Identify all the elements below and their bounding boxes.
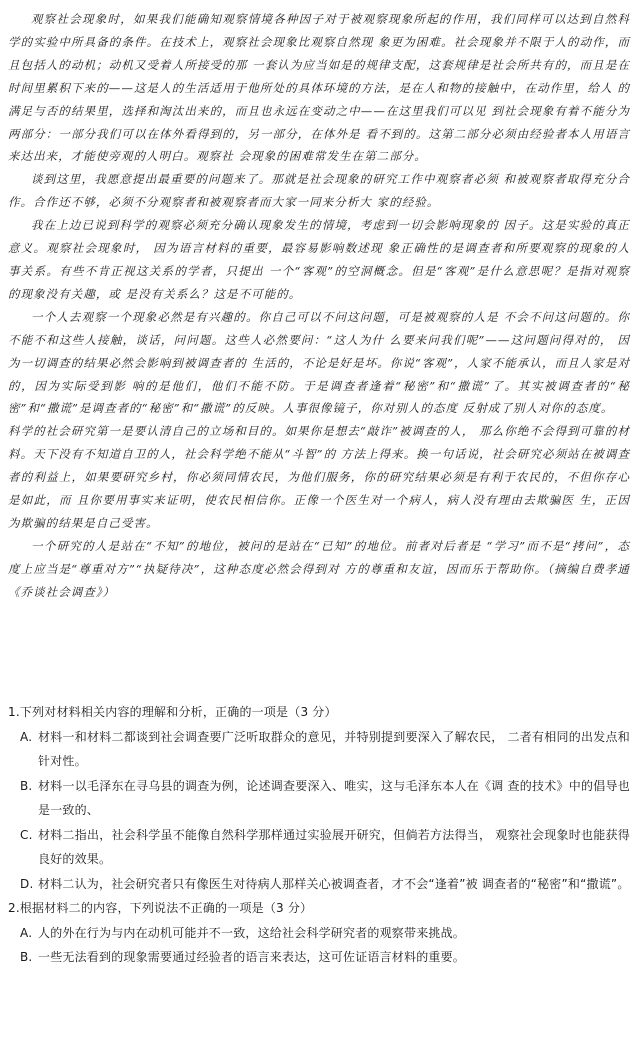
passage-paragraph-6: 一个研究的人是站在“不知”的地位，被问的是站在“已知”的地位。前者对后者是 “学习”而不是“拷问”，态度上应当是“尊重对方”“执疑待决”，这种态度必然会得到对 方的尊重和友谊，因而乐于帮助你。（摘编自费孝通《乔谈社会调查》） bbox=[8, 538, 630, 599]
question-1-option-c[interactable] bbox=[20, 823, 630, 872]
question-1-option-b[interactable] bbox=[20, 774, 630, 823]
question-1-option-a[interactable] bbox=[20, 725, 630, 774]
option-label: D. bbox=[20, 876, 34, 891]
question-2-option-b[interactable] bbox=[20, 945, 630, 970]
option-label: A. bbox=[20, 729, 33, 744]
option-text: 一些无法看到的现象需要通过经验者的语言来表达，这可佐证语言材料的重要。 bbox=[38, 950, 466, 964]
passage-paragraph-4: 一个人去观察一个现象必然是有兴趣的。你自己可以不问这问题，可是被观察的人是 不会不问这问题的。你不能不和这些人接触，谈话，问问题。这些人必然要问：“这人为什 么要来问我们呢”——这问题问得对的， 因为一切调查的结果必然会影响到被调查者的 生活的，不论是好是坏。你说“客观”，人家不能承认，而且人家是对的，因为实际受到影 响的是他们，他们不能不防。于是调查者逢着“秘密”和“撒谎”了。其实被调查者的“秘 密”和“撒谎”是调查者的“秘密”和“撒谎”的反映。人事很像镜子，你对别人的态度 反射成了别人对你的态度。 bbox=[8, 309, 630, 416]
passage-paragraph-1: 观察社会现象时，如果我们能确知观察情境各种因子对于被观察现象所起的作用，我们同样可以达到自然科学的实验中所具备的条件。在技术上，观察社会现象比观察自然现 象更为困难。社会现象并不限于人的动作，而且包括人的动机；动机又受着人所接受的那 一套认为应当如是的规律支配，这套规律是社会所共有的，而且是在时间里累积下来的——这是人的生活适用于他所处的具体环境的方法，是在人和物的接触中，在动作里，给人 的满足与否的结果里，选择和淘汰出来的，而且也永远在变动之中——在这里我们可以见 到社会现象有着不能分为两部分：一部分我们可以在体外看得到的，另一部分，在体外是 看不到的。这第二部分必须由经验者本人用语言来达出来，才能使旁观的人明白。观察社 会现象的困难常发生在第二部分。 bbox=[8, 12, 630, 164]
option-text: 材料二指出，社会科学虽不能像自然科学那样通过实验展开研究，但倘若方法得当， 观察社会现象时也能获得良好的效果。 bbox=[38, 827, 630, 866]
option-label: C. bbox=[20, 827, 33, 842]
reading-passage bbox=[8, 8, 630, 604]
question-2-stem: 2.根据材料二的内容，下列说法不正确的一项是（3 分） bbox=[8, 901, 313, 915]
question-1-stem: 1.下列对材料相关内容的理解和分析，正确的一项是（3 分） bbox=[8, 705, 337, 719]
option-label: A. bbox=[20, 925, 33, 940]
passage-paragraph-5: 科学的社会研究第一是要认清自己的立场和目的。如果你是想去“敲诈”被调查的人， 那么你绝不会得到可靠的材料。天下没有不知道自卫的人，社会科学绝不能从“斗智”的 方法上得来。换一句话说，社会研究必须站在被调查者的利益上，如果要研究乡村，你必须同情农民，为他们服务，你的研究结果必须是有利于农民的，不但你存心是如此，而 且你要用事实来证明，使农民相信你。正像一个医生对一个病人，病人没有理由去欺骗医 生，正因为欺骗的结果是自己受害。 bbox=[8, 424, 630, 530]
option-label: B. bbox=[20, 950, 33, 964]
option-text: 人的外在行为与内在动机可能并不一致，这给社会科学研究者的观察带来挑战。 bbox=[38, 925, 466, 940]
passage-paragraph-3: 我在上边已说到科学的观察必须充分确认现象发生的情境，考虑到一切会影响现象的 因子。这是实验的真正意义。观察社会现象时， 因为语言材料的重要，最容易影响数述现 象正确性的是调查者和所要观察的现象的人事关系。有些不肯正视这关系的学者，只提出 一个“客观”的空洞概念。但是“客观”是什么意思呢？是指对观察的现象没有关趣，或 是没有关系么？这是不可能的。 bbox=[8, 218, 630, 301]
option-text: 材料一以毛泽东在寻乌县的调查为例，论述调查要深入、唯实，这与毛泽东本人在《调 查的技术》中的倡导也是一致的、 bbox=[38, 778, 630, 817]
question-1-option-d[interactable] bbox=[20, 872, 630, 897]
option-text: 材料二认为，社会研究者只有像医生对待病人那样关心被调查者，才不会“逢着”被 调查者的“秘密”和“撒谎”。 bbox=[38, 876, 630, 891]
option-text: 材料一和材料二都谈到社会调查要广泛听取群众的意见，并特别提到要深入了解农民， 二者有相同的出发点和针对性。 bbox=[38, 729, 630, 768]
question-section bbox=[8, 700, 630, 970]
question-2-option-a[interactable] bbox=[20, 921, 630, 946]
option-label: B. bbox=[20, 778, 33, 793]
passage-paragraph-2: 谈到这里，我愿意提出最重要的问题来了。那就是社会现象的研究工作中观察者必须 和被观察者取得充分合作。合作还不够，必须不分观察者和被观察者而大家一同来分析大 家的经验。 bbox=[8, 172, 630, 210]
